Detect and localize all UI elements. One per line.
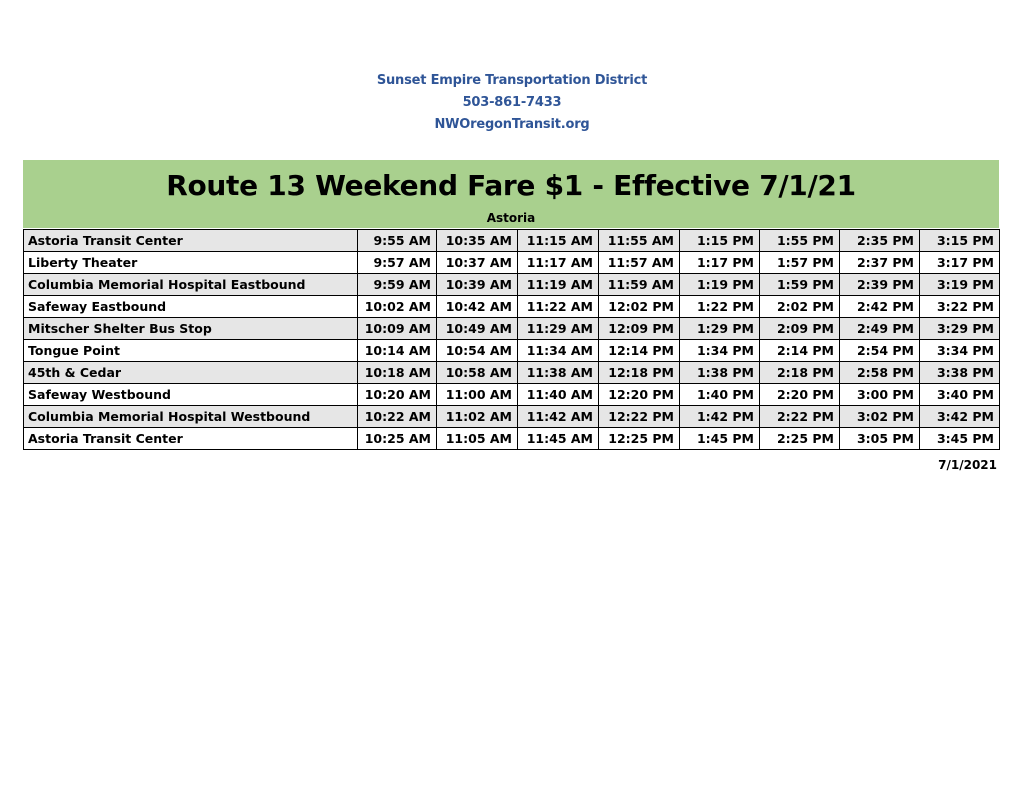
departure-time: 1:17 PM — [680, 252, 760, 274]
departure-time: 1:19 PM — [680, 274, 760, 296]
departure-time: 2:39 PM — [840, 274, 920, 296]
route-banner — [23, 160, 999, 228]
departure-time: 1:34 PM — [680, 340, 760, 362]
agency-name: Sunset Empire Transportation District — [376, 73, 648, 88]
departure-time: 1:45 PM — [680, 428, 760, 450]
departure-time: 11:57 AM — [599, 252, 680, 274]
departure-time: 10:42 AM — [437, 296, 518, 318]
stop-name: Columbia Memorial Hospital Eastbound — [24, 274, 358, 296]
departure-time: 2:35 PM — [840, 230, 920, 252]
table-row — [24, 274, 1000, 296]
stop-name: Astoria Transit Center — [24, 428, 358, 450]
departure-time: 2:18 PM — [760, 362, 840, 384]
departure-time: 10:58 AM — [437, 362, 518, 384]
table-row — [24, 406, 1000, 428]
departure-time: 10:54 AM — [437, 340, 518, 362]
departure-time: 2:14 PM — [760, 340, 840, 362]
departure-time: 2:49 PM — [840, 318, 920, 340]
table-row — [24, 362, 1000, 384]
departure-time: 2:54 PM — [840, 340, 920, 362]
departure-time: 11:29 AM — [518, 318, 599, 340]
table-row — [24, 340, 1000, 362]
agency-phone: 503-861-7433 — [462, 95, 562, 110]
departure-time: 11:34 AM — [518, 340, 599, 362]
departure-time: 3:02 PM — [840, 406, 920, 428]
footer-date: 7/1/2021 — [938, 458, 997, 472]
departure-time: 10:09 AM — [358, 318, 437, 340]
departure-time: 3:40 PM — [920, 384, 1000, 406]
departure-time: 9:55 AM — [358, 230, 437, 252]
departure-time: 3:34 PM — [920, 340, 1000, 362]
departure-time: 10:02 AM — [358, 296, 437, 318]
departure-time: 12:18 PM — [599, 362, 680, 384]
departure-time: 10:37 AM — [437, 252, 518, 274]
departure-time: 10:35 AM — [437, 230, 518, 252]
departure-time: 11:19 AM — [518, 274, 599, 296]
departure-time: 9:59 AM — [358, 274, 437, 296]
departure-time: 11:55 AM — [599, 230, 680, 252]
departure-time: 12:25 PM — [599, 428, 680, 450]
departure-time: 11:17 AM — [518, 252, 599, 274]
departure-time: 10:49 AM — [437, 318, 518, 340]
table-row — [24, 428, 1000, 450]
departure-time: 1:22 PM — [680, 296, 760, 318]
departure-time: 12:02 PM — [599, 296, 680, 318]
departure-time: 11:05 AM — [437, 428, 518, 450]
departure-time: 12:20 PM — [599, 384, 680, 406]
table-row — [24, 252, 1000, 274]
route-title: Route 13 Weekend Fare $1 - Effective 7/1/21 — [166, 169, 856, 202]
departure-time: 2:58 PM — [840, 362, 920, 384]
departure-time: 11:45 AM — [518, 428, 599, 450]
departure-time: 10:25 AM — [358, 428, 437, 450]
stop-name: Mitscher Shelter Bus Stop — [24, 318, 358, 340]
departure-time: 3:15 PM — [920, 230, 1000, 252]
departure-time: 2:22 PM — [760, 406, 840, 428]
departure-time: 3:17 PM — [920, 252, 1000, 274]
departure-time: 3:00 PM — [840, 384, 920, 406]
departure-time: 12:09 PM — [599, 318, 680, 340]
stop-name: 45th & Cedar — [24, 362, 358, 384]
departure-time: 2:02 PM — [760, 296, 840, 318]
departure-time: 3:19 PM — [920, 274, 1000, 296]
departure-time: 3:42 PM — [920, 406, 1000, 428]
schedule-table — [23, 229, 1000, 450]
departure-time: 3:45 PM — [920, 428, 1000, 450]
departure-time: 10:14 AM — [358, 340, 437, 362]
departure-time: 11:00 AM — [437, 384, 518, 406]
departure-time: 1:59 PM — [760, 274, 840, 296]
departure-time: 10:20 AM — [358, 384, 437, 406]
departure-time: 12:22 PM — [599, 406, 680, 428]
departure-time: 2:37 PM — [840, 252, 920, 274]
table-row — [24, 318, 1000, 340]
departure-time: 3:05 PM — [840, 428, 920, 450]
schedule-body — [24, 230, 1000, 450]
departure-time: 2:20 PM — [760, 384, 840, 406]
departure-time: 11:15 AM — [518, 230, 599, 252]
departure-time: 3:29 PM — [920, 318, 1000, 340]
departure-time: 11:42 AM — [518, 406, 599, 428]
departure-time: 1:42 PM — [680, 406, 760, 428]
departure-time: 3:22 PM — [920, 296, 1000, 318]
departure-time: 1:57 PM — [760, 252, 840, 274]
departure-time: 1:29 PM — [680, 318, 760, 340]
departure-time: 1:38 PM — [680, 362, 760, 384]
departure-time: 2:42 PM — [840, 296, 920, 318]
stop-name: Astoria Transit Center — [24, 230, 358, 252]
stop-name: Safeway Westbound — [24, 384, 358, 406]
departure-time: 3:38 PM — [920, 362, 1000, 384]
departure-time: 11:02 AM — [437, 406, 518, 428]
departure-time: 1:15 PM — [680, 230, 760, 252]
departure-time: 12:14 PM — [599, 340, 680, 362]
departure-time: 2:25 PM — [760, 428, 840, 450]
stop-name: Safeway Eastbound — [24, 296, 358, 318]
departure-time: 9:57 AM — [358, 252, 437, 274]
departure-time: 11:22 AM — [518, 296, 599, 318]
departure-time: 11:59 AM — [599, 274, 680, 296]
departure-time: 1:55 PM — [760, 230, 840, 252]
table-row — [24, 296, 1000, 318]
agency-website: NWOregonTransit.org — [434, 117, 590, 132]
departure-time: 11:38 AM — [518, 362, 599, 384]
route-area: Astoria — [486, 211, 536, 225]
stop-name: Tongue Point — [24, 340, 358, 362]
stop-name: Columbia Memorial Hospital Westbound — [24, 406, 358, 428]
departure-time: 2:09 PM — [760, 318, 840, 340]
table-row — [24, 384, 1000, 406]
departure-time: 10:39 AM — [437, 274, 518, 296]
departure-time: 1:40 PM — [680, 384, 760, 406]
departure-time: 10:22 AM — [358, 406, 437, 428]
agency-header — [0, 70, 1024, 136]
table-row — [24, 230, 1000, 252]
departure-time: 10:18 AM — [358, 362, 437, 384]
departure-time: 11:40 AM — [518, 384, 599, 406]
stop-name: Liberty Theater — [24, 252, 358, 274]
